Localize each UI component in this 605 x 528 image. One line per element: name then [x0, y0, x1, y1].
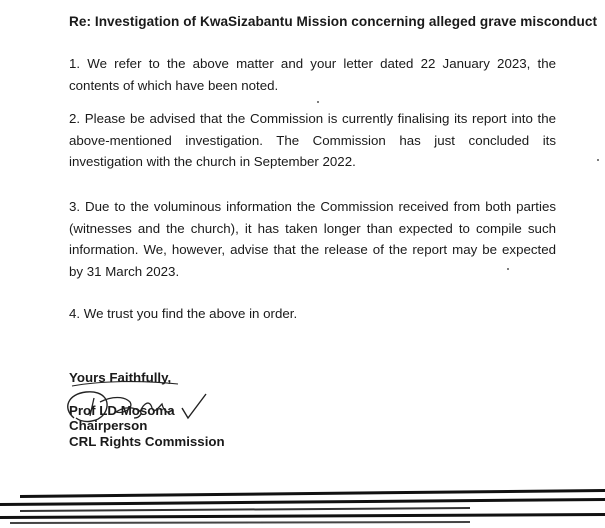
scan-speck: [317, 101, 319, 103]
scan-speck: [507, 268, 509, 270]
signatory-title: Chairperson: [69, 418, 148, 433]
footer-rule-lines: [0, 485, 605, 528]
signatory-organisation: CRL Rights Commission: [69, 433, 225, 449]
paragraph-2: 2. Please be advised that the Commission is currently finalising its report into the above-mentioned investigation. The Commission has just concluded its investigation with the church in September 2022.: [69, 111, 556, 169]
letter-subject: Re: Investigation of KwaSizabantu Mission concerning alleged grave misconduct: [69, 14, 598, 29]
paragraph-3: 3. Due to the voluminous information the Commission received from both parties (witnesses and the church), it has taken longer than expected to compile such information. We, however, advise that the release of the report may be expected by 31 March 2023.: [69, 199, 556, 279]
paragraph-1: 1. We refer to the above matter and your letter dated 22 January 2023, the contents of which have been noted.: [69, 56, 556, 93]
scan-speck: [597, 159, 599, 161]
closing-salutation: Yours Faithfully,: [69, 370, 172, 385]
paragraph-4: 4. We trust you find the above in order.: [69, 306, 298, 321]
signature-block: [69, 370, 225, 449]
signatory-name: Prof LD Mosoma: [69, 402, 175, 418]
